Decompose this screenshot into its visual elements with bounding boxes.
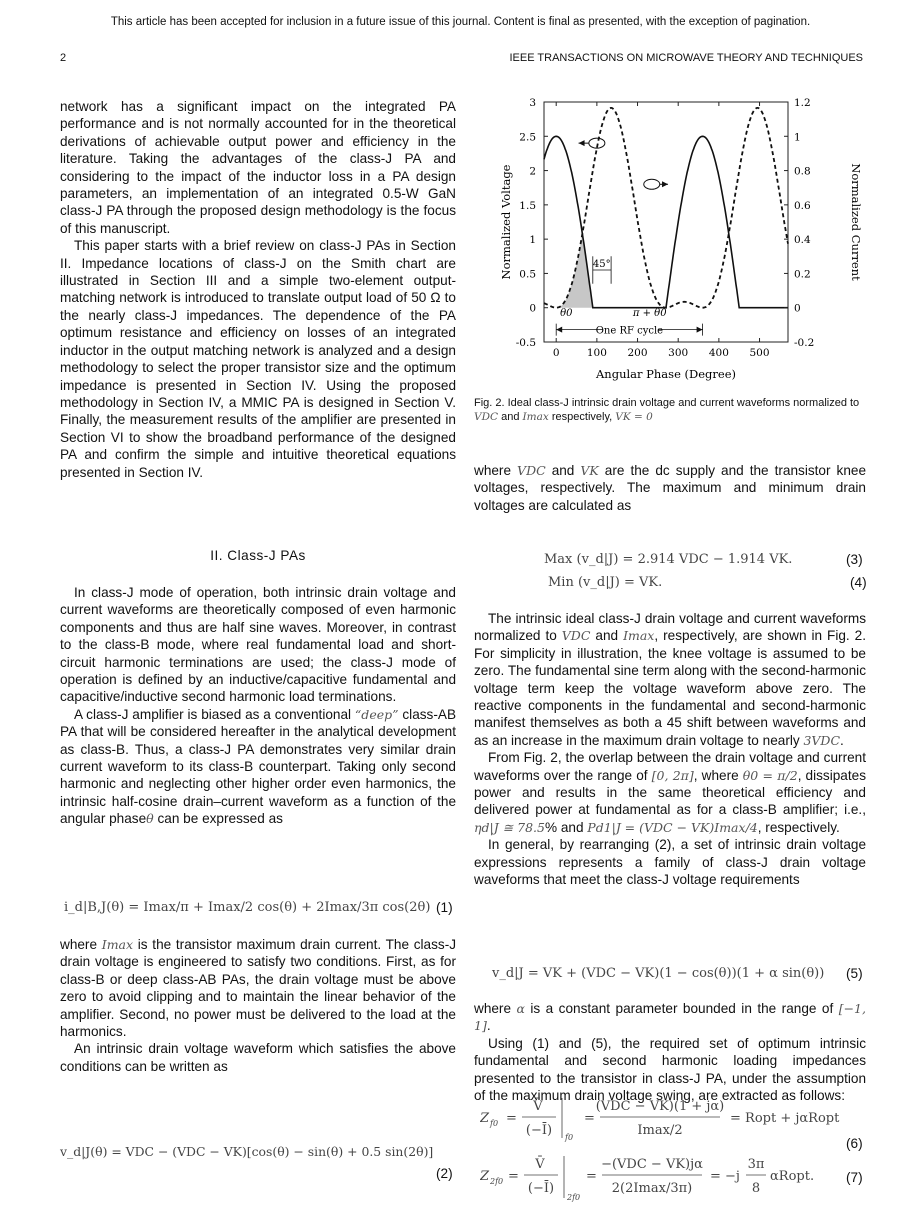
equation-2: v_d|J(θ) = VDC − (VDC − VK)[cos(θ) − sin(θ) + 0.5 sin(2θ)] (60, 1144, 434, 1159)
eq-text: = −j (710, 1169, 740, 1184)
paragraph: This paper starts with a brief review on class-J PAs in Section II. Impedance locations of class-J on the Smith chart are illustrated in Section III and a simple two-element output-matching network is introduced to translate output load of 50 Ω to the nearly class-J impedances. The dependence of the PA optimum resistance and efficiency on losses of an integrated inductor in the output matching network is analyzed and a design methodology to select the proper transistor size and the optimum impedance is presented in Section IV. Using the proposed methodology in Section IV, a MMIC PA is designed in Section V. Finally, the measurement results of the amplifier are presented in Section VI to show the broadband performance of the designed PA and confirm the simple and intuitive theoretical equations presented in Section IV. (60, 238, 456, 480)
eq-text: 2f0 (567, 1193, 581, 1202)
text-run: and (595, 628, 619, 644)
equation-1 (64, 900, 430, 915)
eq-text: = Ropt + jαRopt (730, 1111, 840, 1126)
y2-tick-label: 0 (794, 302, 801, 315)
left-column-top (60, 98, 456, 481)
math-symbol: VK (580, 463, 599, 478)
text-run: , dissipates power and results in the same theoretical efficiency and delivered power at fundamental as for a class-B amplifier; i.e., (474, 767, 867, 818)
eq-text: (−Ī) (527, 1181, 555, 1196)
equation-6 (480, 1094, 862, 1144)
text-run: where (474, 463, 512, 478)
fig2-chart (494, 92, 866, 390)
y2-tick-label: 0.4 (794, 234, 811, 247)
text-run: are the dc supply and the transistor knee voltages, respectively. The maximum and minimum drain voltages are calculated as (474, 463, 867, 513)
equation-1-number: (1) (436, 900, 453, 915)
eq-text: Z (480, 1169, 490, 1184)
y-tick-label: 3 (529, 97, 536, 109)
eq-text: (VDC − VK)(1 + jα) (595, 1099, 725, 1114)
text-run: . (840, 732, 844, 748)
x-axis-label: Angular Phase (Degree) (596, 367, 736, 381)
current-arrow-head (662, 181, 668, 187)
equation-2-number: (2) (436, 1166, 453, 1181)
y-tick-label: 1 (529, 234, 536, 247)
text-run: can be expressed as (157, 811, 283, 827)
math-symbol: Imax (101, 937, 134, 952)
math-symbol: VK = 0 (615, 411, 653, 423)
y2-tick-label: 0.8 (794, 165, 811, 178)
math-symbol: ηd|J ≅ 78.5 (474, 819, 545, 835)
y-tick-label: -0.5 (515, 337, 536, 349)
y2-tick-label: 0.2 (794, 268, 811, 281)
equation-4: Min (v_d|J) = VK. (548, 575, 663, 590)
x-tick-label: 100 (586, 347, 607, 359)
y-tick-label: 2 (529, 165, 536, 178)
math-symbol: Imax (623, 628, 655, 644)
equation-7 (480, 1152, 842, 1204)
y-tick-label: 0 (529, 302, 536, 315)
eq-text: = (586, 1169, 597, 1184)
text-run: % and (544, 819, 584, 835)
y2-tick-label: 0.6 (794, 199, 811, 212)
paragraph (474, 610, 866, 749)
text-run: “deep” (354, 706, 399, 722)
paragraph (474, 462, 866, 514)
x-tick-label: 300 (668, 347, 689, 359)
paragraph: An intrinsic drain voltage waveform which satisfies the above conditions can be written as (60, 1041, 456, 1074)
y2-tick-label: 1 (794, 131, 801, 144)
math-symbol: VDC (561, 628, 591, 644)
right-column-mid (474, 610, 866, 889)
eq-text: 2f0 (490, 1177, 504, 1186)
left-column-mid (60, 584, 456, 828)
equation-4-number: (4) (850, 575, 867, 590)
equation-6-render (480, 1094, 862, 1144)
annotation-rf-cycle: One RF cycle (595, 325, 664, 337)
eq-text: −(VDC − VK)jα (601, 1157, 703, 1172)
eq-text: f0 (490, 1119, 499, 1128)
text-run: and (551, 463, 575, 478)
equation-5-number: (5) (846, 966, 863, 981)
text-run: A class-J amplifier is biased as a conventional (74, 706, 352, 722)
equation-7-number: (7) (846, 1170, 863, 1185)
section-heading: II. Class-J PAs (210, 548, 306, 563)
right-column-top (474, 462, 866, 514)
x-tick-label: 200 (627, 347, 648, 359)
text-run: is the transistor maximum drain current. The class-J drain voltage is engineered to satisfy two conditions. First, as for class-B or deep class-AB PAs, the drain voltage must be above zero to avoid clipping and to maintain the linear behavior of the amplifier. Second, no power must be delivered to the load at the harmonics. (60, 937, 457, 1040)
math-symbol: = (VDC − VK)Imax/4 (624, 819, 758, 835)
eq-text: 3π (747, 1157, 765, 1172)
eq-text: = (508, 1169, 519, 1184)
text-run: , respectively. (757, 819, 840, 835)
eq-text: Z (480, 1111, 490, 1126)
paragraph: In general, by rearranging (2), a set of intrinsic drain voltage expressions represents a family of class-J drain voltage waveforms that meet the class-J voltage requirements (474, 837, 866, 888)
eq-text: = (506, 1111, 517, 1126)
math-symbol: θ0 = π/2 (742, 767, 798, 783)
right-column-bottom (474, 1000, 866, 1104)
y2-tick-label: 1.2 (794, 97, 811, 109)
math-symbol: [−1, 1] (474, 1001, 866, 1034)
y2-tick-label: -0.2 (794, 337, 815, 349)
eq-text: Imax/2 (637, 1123, 683, 1138)
text-run: is a constant parameter bounded in the range of (530, 1001, 834, 1016)
equation-5: v_d|J = VK + (VDC − VK)(1 − cos(θ))(1 + α sin(θ)) (492, 966, 825, 981)
rf-cycle-arrow-head (556, 327, 562, 333)
current-marker (644, 179, 660, 189)
x-tick-label: 0 (552, 347, 560, 359)
equation-3-number: (3) (846, 552, 863, 567)
text-run: Fig. 2. Ideal class-J intrinsic drain voltage and current waveforms normalized to (474, 397, 860, 409)
text-run: , respectively, are shown in Fig. 2. For simplicity in illustration, the knee voltage is assumed to be zero. The fundamental sine term along with the second-harmonic voltage term keep the voltage waveform above zero. The reactive components in the fundamental and second-harmonic manifest themselves as both a 45 shift between waveforms and as an increase in the maximum drain voltage to nearly (474, 628, 867, 748)
eq-text: V̄ (533, 1099, 543, 1114)
text-run: where (60, 937, 98, 952)
paragraph (474, 749, 866, 836)
text-run: and (501, 411, 520, 423)
paragraph (474, 1000, 866, 1035)
equation-6-number: (6) (846, 1136, 863, 1151)
text-run: . (486, 1018, 491, 1034)
left-column-bottom (60, 936, 456, 1075)
paragraph (60, 936, 456, 1040)
x-tick-label: 500 (749, 347, 770, 359)
math-symbol: 3VDC (803, 732, 841, 748)
annotation-pi-theta0: π + θ0 (632, 307, 667, 319)
math-symbol: VDC (474, 411, 499, 423)
y-tick-label: 2.5 (519, 131, 536, 144)
text-run: From Fig. 2, the overlap between the drain voltage and current waveforms over the range of (474, 750, 866, 783)
page-number: 2 (60, 52, 67, 64)
x-tick-label: 400 (708, 347, 729, 359)
math-symbol: Imax (522, 411, 549, 423)
eq-text: V̄ (535, 1157, 545, 1172)
text-run: class-AB PA that will be considered hereafter in the analytical development as class-B. Thus, a class-J PA demonstrates very similar drain current waveform to its class-B counterpart. Taking only second harmonic and neglecting other higher order even harmonics, the intrinsic half-cosine drain–current waveform as a function of the angular phase (60, 706, 457, 827)
figure-caption (474, 396, 866, 424)
y-tick-label: 1.5 (519, 199, 536, 212)
equation-text: i_d|B,J(θ) = Imax/π + Imax/2 cos(θ) + 2Imax/3π cos(2θ) (64, 900, 431, 915)
journal-name: IEEE TRANSACTIONS ON MICROWAVE THEORY AND TECHNIQUES (509, 52, 863, 64)
paragraph: network has a significant impact on the integrated PA performance and is not normally accounted for in the theoretical derivations of achievable output power and efficiency in the literature. Taking the advantages of the class-J PA and considering to the impact of the inductor loss in a PA design parameters, an implementation of an integrated 0.5-W GaN class-J PA through the proposed design methodology is the focus of this manuscript. (60, 99, 456, 236)
annotation-theta0: θ0 (560, 307, 573, 319)
voltage-arrow-head (579, 140, 585, 146)
math-symbol: Pd1|J (587, 819, 621, 835)
equation-7-render (480, 1152, 842, 1204)
eq-text: 2(2Imax/3π) (611, 1181, 693, 1196)
math-symbol: α (516, 1001, 525, 1016)
y-axis-label-right: Normalized Current (849, 163, 863, 281)
rf-cycle-arrow-head (697, 327, 703, 333)
paragraph: In class-J mode of operation, both intrinsic drain voltage and current waveforms are theoretically composed of even harmonic components and thus are half sine waves. Moreover, in contrast to the class-B mode, where real fundamental load and short-circuit harmonic terminations are used; the class-J mode of operation is defined by an inductive/capacitive fundamental and capacitive/inductive second harmonic load terminations. (60, 585, 456, 705)
math-symbol: [0, 2π] (651, 767, 694, 783)
eq-text: f0 (565, 1133, 574, 1142)
eq-text: αRopt. (770, 1169, 815, 1184)
y-tick-label: 0.5 (519, 268, 536, 281)
text-run: The intrinsic ideal class-J drain voltage and current waveforms normalized to (474, 611, 866, 644)
annotation-45: 45° (592, 259, 611, 270)
text-run: where (474, 1001, 512, 1016)
paragraph: Using (1) and (5), the required set of optimum intrinsic fundamental and second harmonic loading impedances presented to the transistor in class-J PA, under the assumption of the maximum drain voltage swing, are extracted as follows: (474, 1035, 866, 1104)
y-axis-label-left: Normalized Voltage (499, 164, 513, 280)
eq-text: (−Ī) (525, 1123, 553, 1138)
paragraph (60, 706, 456, 828)
math-symbol: θ (146, 811, 154, 827)
text-run: respectively, (551, 411, 613, 423)
eq-text: 8 (751, 1181, 761, 1196)
eq-text: = (584, 1111, 595, 1126)
text-run: , where (693, 767, 739, 783)
acceptance-notice: This article has been accepted for inclusion in a future issue of this journal. Content is final as presented, with the exception of pagination. (110, 16, 811, 28)
math-symbol: VDC (517, 463, 546, 478)
equation-3: Max (v_d|J) = 2.914 VDC − 1.914 VK. (544, 552, 793, 567)
